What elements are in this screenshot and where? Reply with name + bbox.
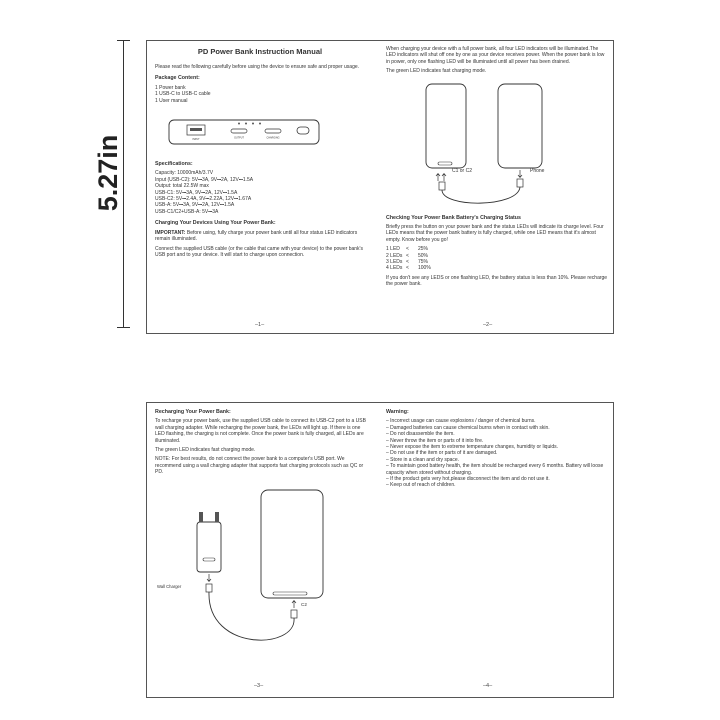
note-text: NOTE: For best results, do not connect the power bank to a computer's USB port. We recommend using a wall charging adapter that supports fast charging protocols such as QC or PD. <box>155 456 364 476</box>
page-3 <box>155 409 367 656</box>
led-percent: 100% <box>418 265 431 272</box>
label-phone: Phone <box>530 167 545 174</box>
port-label-input: INPUT <box>192 138 200 142</box>
led-status-table <box>386 246 608 272</box>
important-text: Before using, fully charge your power bank until all four status LED indicators remain illuminated. <box>155 229 358 243</box>
dimension-label: 5.27in <box>93 134 123 212</box>
wall-charger-illustration <box>155 482 367 656</box>
page-1 <box>155 47 365 261</box>
dimension-tick-top <box>117 40 130 41</box>
port-label-charging: CHARGING <box>266 136 280 140</box>
dimension-marker <box>88 40 132 328</box>
led-count: 4 LEDs <box>386 265 403 272</box>
power-button-icon <box>297 127 309 134</box>
recharge-text: To recharge your power bank, use the supplied USB cable to connect its USB-C2 port to a USB wall charging adapter. While recharging the power bank, the LEDs will light up. If there is one LED flashing, the charging is not complete. Once the power bank is fully charged, all LEDs are illuminated. <box>155 418 366 444</box>
led-indicator <box>252 123 254 125</box>
status-heading: Checking Your Power Bank Battery's Charging Status <box>386 214 521 221</box>
led-indicator <box>238 123 240 125</box>
label-c1-or-c2: C1 or C2 <box>452 167 473 174</box>
port-label-output: OUTPUT <box>234 136 244 140</box>
phone-charging-illustration <box>386 78 608 210</box>
led-operator: < <box>406 265 409 272</box>
warning-item: – Damaged batteries can cause chemical burns when in contact with skin. <box>386 424 550 431</box>
led-operator: < <box>406 246 409 253</box>
usb-c2-port <box>265 129 281 133</box>
power-bank-upright <box>426 84 466 168</box>
led-operator: < <box>406 252 409 259</box>
page-4 <box>386 409 608 492</box>
specs-list <box>155 170 365 215</box>
led-count: 1 LED <box>386 246 400 253</box>
led-operator: < <box>406 259 409 266</box>
status-text: Briefly press the button on your power bank and the status LEDs will indicate its charge level. Four LEDs means that the power bank battery is fully charged, while one LED means that it's almost empty. Know before you go! <box>386 224 604 243</box>
warning-heading: Warning: <box>386 409 409 415</box>
warning-item: – To maintain good battery health, the item should be recharged every 6 months. Battery will loose capacity when stored without charging. <box>386 463 604 476</box>
power-bank-upright <box>261 490 323 598</box>
warning-item: – Incorrect usage can cause explosions / danger of chemical burns. <box>386 418 536 425</box>
cable-plug-right <box>517 179 523 187</box>
led-percent: 75% <box>418 259 429 266</box>
usb-cable <box>209 592 294 640</box>
usb-cable <box>442 187 520 203</box>
arrow-up-icon <box>436 173 440 181</box>
arrow-up-icon <box>292 600 296 608</box>
recharge-heading: Recharging Your Power Bank: <box>155 409 231 415</box>
arrow-down-icon <box>207 574 211 582</box>
spec-line: Input (USB-C2): 5V⎓3A, 9V⎓2A, 12V⎓1.5A <box>155 176 254 183</box>
spec-line: USB-A: 5V⎓3A, 9V⎓2A, 12V⎓1.5A <box>155 202 235 209</box>
package-item: 1 User manual <box>155 97 188 104</box>
document-title: PD Power Bank Instruction Manual <box>197 47 323 56</box>
power-bank-ports <box>273 592 307 595</box>
spec-line: Capacity: 10000mAh/3.7V <box>155 170 214 177</box>
warning-item: – Store in a clean and dry space. <box>386 456 460 463</box>
package-list <box>155 85 365 104</box>
wall-charger-body <box>197 522 221 572</box>
dimension-tick-bottom <box>117 327 130 328</box>
led-percent: 25% <box>418 246 429 253</box>
phone-outline <box>498 84 542 168</box>
usb-c1-port <box>231 129 247 133</box>
warning-item: – Never throw the item or parts of it into fire. <box>386 437 484 444</box>
wall-charger-prong <box>199 512 203 522</box>
page-number-4: –4– <box>483 683 493 689</box>
usb-a-port-inner <box>190 128 202 131</box>
spec-line: Output: total 22.5W max <box>155 183 209 190</box>
led-percent: 50% <box>418 252 429 259</box>
intro-text: Please read the following carefully before using the device to ensure safe and proper usage. <box>155 64 360 70</box>
power-bank-illustration <box>155 110 365 156</box>
warning-item: – Keep out of reach of children. <box>386 482 456 489</box>
label-c2: C2 <box>301 601 307 607</box>
warning-item: – If the product gets very hot,please disconnect the item and do not use it. <box>386 476 550 483</box>
connect-text: Connect the supplied USB cable (or the cable that came with your device) to the power bank's USB port and to your device. It will start to charge upon connection. <box>155 245 364 258</box>
led-indicator <box>259 123 261 125</box>
green-led-text: The green LED indicates fast charging mode. <box>155 447 256 454</box>
wall-charger-port <box>203 558 215 561</box>
warning-item: – Do not use if the item or parts of it are damaged. <box>386 450 498 457</box>
led-count: 3 LEDs <box>386 259 403 266</box>
spec-line: USB-C1/C2+USB-A: 5V⎓3A <box>155 208 219 215</box>
wall-charger-prong <box>215 512 219 522</box>
cable-plug-left <box>206 584 212 592</box>
led-row <box>386 265 608 271</box>
spec-line: USB-C1: 5V⎓3A, 9V⎓2A, 12V⎓1.5A <box>155 189 238 196</box>
led-behavior-text: When charging your device with a full power bank, all four LED indicators will be illuminated.The LED indicators will shut off one by one as your device receives power. When the power bank is low in power, only one flashing LED will be illuminated until all power has been drained. <box>386 46 605 65</box>
dimension-line <box>123 40 124 328</box>
package-item: 1 USB-C to USB-C cable <box>155 91 211 98</box>
package-item: 1 Power bank <box>155 84 186 91</box>
warning-item: – Never expose the item to extreme temperature changes, humidity or liquids. <box>386 444 559 451</box>
led-count: 2 LEDs <box>386 252 403 259</box>
arrow-up-icon <box>442 173 446 181</box>
warning-list <box>386 418 608 488</box>
cable-plug-left <box>439 182 445 190</box>
important-label: IMPORTANT: <box>155 229 186 236</box>
charging-heading: Charging Your Devices Using Your Power Bank: <box>155 220 276 227</box>
label-wall-charger: Wall Charger <box>157 583 182 589</box>
spec-line: USB-C2: 5V⎓2.4A, 9V⎓2.22A, 12V⎓1.67A <box>155 196 252 203</box>
page-number-1: –1– <box>255 322 265 328</box>
page-number-3: –3– <box>254 683 264 689</box>
cable-plug-right <box>291 610 297 618</box>
power-bank-port <box>438 162 452 165</box>
important-note <box>155 230 365 243</box>
page-2 <box>386 46 608 291</box>
led-indicator <box>245 123 247 125</box>
warning-item: – Do not disassemble the item. <box>386 431 455 438</box>
page-number-2: –2– <box>483 322 493 328</box>
green-led-text: The green LED indicates fast charging mode. <box>386 68 487 75</box>
package-heading: Package Content: <box>155 75 200 82</box>
specs-heading: Specifications: <box>155 161 193 168</box>
arrow-down-icon <box>518 170 522 178</box>
low-battery-text: If you don't see any LEDS or one flashing LED, the battery status is less than 10%. Please recharge the power bank. <box>386 274 608 288</box>
